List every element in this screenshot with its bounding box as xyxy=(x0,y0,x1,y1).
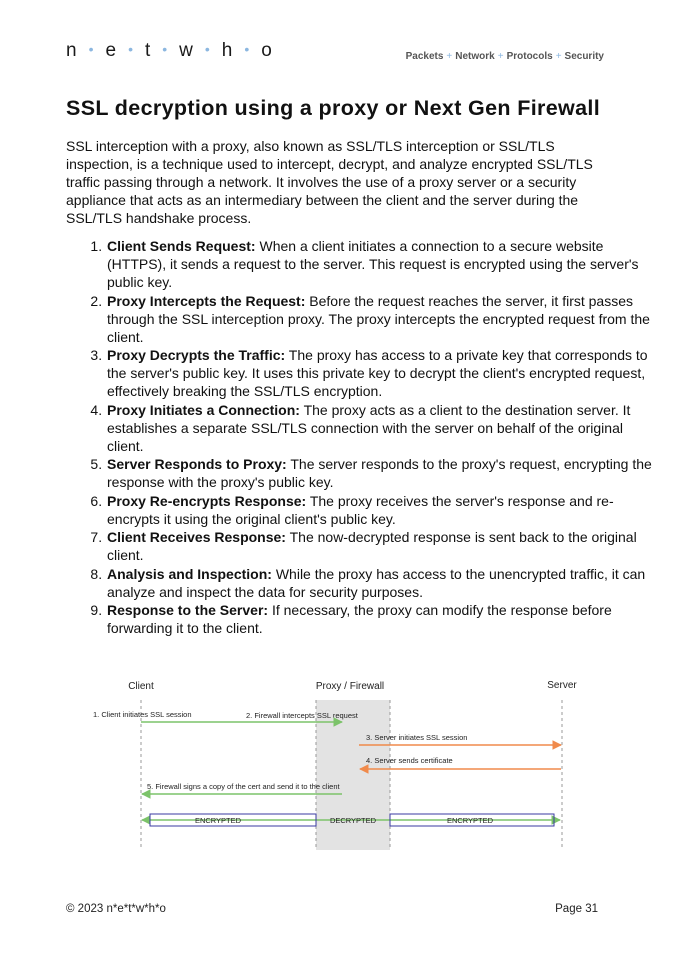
steps-list xyxy=(66,237,656,638)
segment-decrypted: DECRYPTED xyxy=(329,816,377,825)
step-text: The proxy acts as a client to the destination server. It establishes a separate SSL/TLS connection with the server on behalf of the original client. xyxy=(107,401,631,454)
logo-letter: e xyxy=(105,40,117,61)
step-label: Proxy Intercepts the Request: xyxy=(107,292,306,309)
footer-copyright: © 2023 n*e*t*w*h*o xyxy=(66,903,166,915)
list-item xyxy=(106,528,656,564)
tagline-item: Protocols xyxy=(506,51,553,62)
tagline-item: Security xyxy=(564,51,604,62)
logo-dot: • xyxy=(128,41,133,57)
tagline-plus: + xyxy=(446,51,453,62)
logo-letter: t xyxy=(144,40,151,61)
tagline-plus: + xyxy=(497,51,504,62)
message-2-label: 2. Firewall intercepts SSL request xyxy=(246,711,358,720)
actor-client-label: Client xyxy=(128,681,154,692)
ssl-interception-diagram xyxy=(80,672,600,862)
step-label: Proxy Re-encrypts Response: xyxy=(107,492,307,509)
list-item xyxy=(106,565,656,601)
step-label: Proxy Initiates a Connection: xyxy=(107,401,300,418)
list-item xyxy=(106,237,656,291)
step-label: Client Sends Request: xyxy=(107,238,256,254)
list-item xyxy=(106,346,656,400)
step-text: The proxy has access to a private key that corresponds to the server's public key. It uses this private key to decrypt the client's encrypted request, effectively breaking the SSL/TLS encryption. xyxy=(107,347,648,399)
list-item xyxy=(106,401,656,455)
step-label: Analysis and Inspection: xyxy=(107,565,272,582)
step-text: When a client initiates a connection to a secure website (HTTPS), it sends a request to the server. This request is encrypted using the server's public key. xyxy=(107,238,639,290)
logo-dot: • xyxy=(244,41,250,57)
step-label: Proxy Decrypts the Traffic: xyxy=(107,347,286,363)
actor-proxy-label: Proxy / Firewall xyxy=(315,681,385,692)
tagline-item: Packets xyxy=(405,51,444,62)
step-text: The server responds to the proxy's request, encrypting the response with the proxy's public key. xyxy=(107,456,652,490)
step-text: The now-decrypted response is sent back to the original client. xyxy=(107,529,637,563)
logo-letter: w xyxy=(179,40,193,61)
segment-encrypted-left: ENCRYPTED xyxy=(194,816,242,825)
intro-paragraph: SSL interception with a proxy, also known as SSL/TLS interception or SSL/TLS inspection, is a technique used to intercept, decrypt, and analyze encrypted SSL/TLS traffic passing through a network. It involves the use of a proxy server or a security appliance that acts as an intermediary between the client and the server during the SSL/TLS handshake process. xyxy=(66,138,593,226)
message-5-label: 5. Firewall signs a copy of the cert and send it to the client xyxy=(147,782,340,791)
logo-dot: • xyxy=(162,41,168,57)
list-item xyxy=(106,492,656,528)
actor-server-label: Server xyxy=(547,680,577,691)
footer-page-number: Page 31 xyxy=(555,903,598,915)
list-item xyxy=(106,601,656,637)
header-tagline xyxy=(406,51,604,62)
list-item xyxy=(106,455,656,491)
message-1-label: 1. Client initiates SSL session xyxy=(93,710,192,719)
step-text: While the proxy has access to the unencrypted traffic, it can analyze and inspect the data for security purposes. xyxy=(107,565,646,600)
step-label: Server Responds to Proxy: xyxy=(107,456,287,472)
logo-letter: h xyxy=(221,40,233,61)
message-4-label: 4. Server sends certificate xyxy=(366,756,453,765)
netwho-logo xyxy=(66,40,272,62)
page-title: SSL decryption using a proxy or Next Gen Firewall xyxy=(66,96,601,120)
step-text: If necessary, the proxy can modify the response before forwarding it to the client. xyxy=(107,602,612,636)
tagline-plus: + xyxy=(555,51,562,62)
logo-letter: o xyxy=(261,40,272,61)
message-3-label: 3. Server initiates SSL session xyxy=(366,733,468,742)
tagline-item: Network xyxy=(455,51,495,62)
logo-dot: • xyxy=(88,41,94,57)
logo-dot: • xyxy=(204,41,210,57)
logo-letter: n xyxy=(66,40,77,61)
step-text: The proxy receives the server's response and re-encrypts it using the original client's public key. xyxy=(107,492,614,527)
step-label: Response to the Server: xyxy=(107,602,269,618)
segment-encrypted-right: ENCRYPTED xyxy=(446,816,494,825)
list-item xyxy=(106,292,656,346)
step-label: Client Receives Response: xyxy=(107,529,286,545)
step-text: Before the request reaches the server, it first passes through the SSL interception proxy. The proxy intercepts the encrypted request from the client. xyxy=(107,292,650,345)
